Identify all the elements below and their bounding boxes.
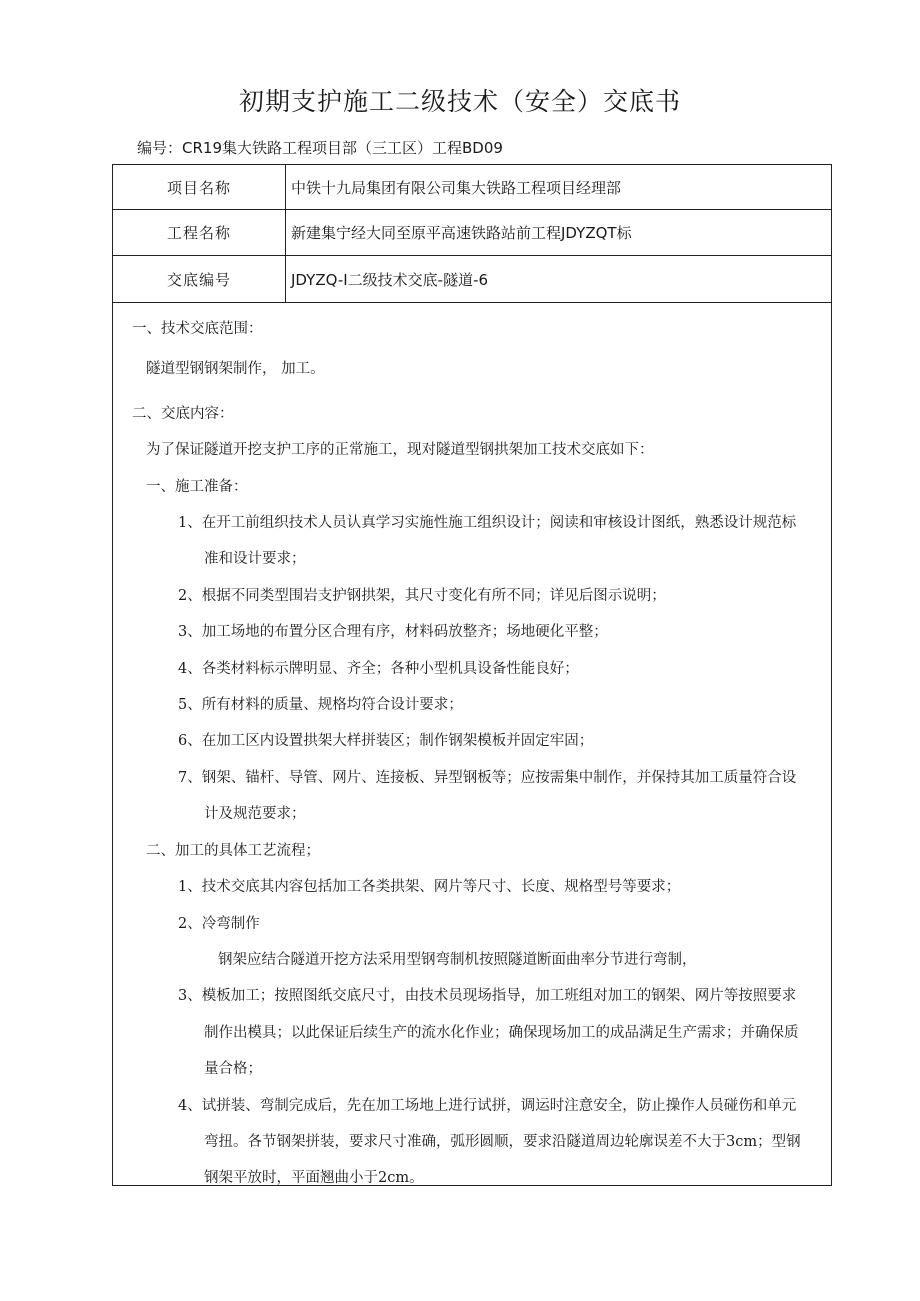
body-line: 隧道型钢钢架制作， 加工。 (146, 361, 325, 377)
disclosure-number-value: JDYZQ-I二级技术交底-隧道-6 (291, 270, 489, 289)
info-row-disclosure-number (113, 256, 831, 303)
disclosure-number-label: 交底编号 (113, 256, 286, 302)
document-title: 初期支护施工二级技术（安全）交底书 (238, 87, 681, 116)
list-item-continued: 准和设计要求； (204, 551, 306, 567)
list-item-continued: 弯扭。各节钢架拼装，要求尺寸准确，弧形圆顺，要求沿隧道周边轮廓误差不大于3cm；型钢 (204, 1134, 801, 1150)
list-item: 3、模板加工；按照图纸交底尺寸，由技术员现场指导，加工班组对加工的钢架、网片等按照要求 (178, 988, 797, 1004)
body-line: 为了保证隧道开挖支护工序的正常施工，现对隧道型钢拱架加工技术交底如下： (146, 442, 654, 458)
list-item-continued: 量合格； (204, 1061, 262, 1077)
section-heading: 二、交底内容： (132, 406, 234, 422)
document-number: 编号：CR19集大铁路工程项目部（三工区）工程BD09 (137, 139, 503, 157)
list-item: 4、试拼装、弯制完成后，先在加工场地上进行试拼，调运时注意安全，防止操作人员碰伤和单元 (178, 1098, 797, 1114)
body-line: 钢架应结合隧道开挖方法采用型钢弯制机按照隧道断面曲率分节进行弯制， (218, 952, 697, 968)
info-row-engineering-name (113, 210, 831, 256)
section-heading: 二、加工的具体工艺流程； (146, 843, 320, 859)
list-item: 2、冷弯制作 (178, 916, 260, 932)
list-item: 1、技术交底其内容包括加工各类拱架、网片等尺寸、长度、规格型号等要求； (178, 879, 681, 895)
project-name-value: 中铁十九局集团有限公司集大铁路工程项目经理部 (291, 178, 622, 197)
list-item: 6、在加工区内设置拱架大样拼装区；制作钢架模板并固定牢固； (178, 733, 594, 749)
list-item: 2、根据不同类型围岩支护钢拱架，其尺寸变化有所不同；详见后图示说明； (178, 588, 666, 604)
disclosure-form (112, 164, 832, 1186)
project-name-label: 项目名称 (113, 165, 286, 209)
list-item-continued: 计及规范要求； (204, 806, 306, 822)
info-row-project-name (113, 165, 831, 210)
list-item-continued: 钢架平放时，平面翘曲小于2cm。 (204, 1170, 424, 1186)
section-heading: 一、技术交底范围： (132, 321, 263, 337)
list-item-continued: 制作出模具；以此保证后续生产的流水化作业；确保现场加工的成品满足生产需求；并确保质 (204, 1025, 799, 1041)
engineering-name-label: 工程名称 (113, 210, 286, 255)
section-heading: 一、施工准备： (146, 479, 248, 495)
list-item: 7、钢架、锚杆、导管、网片、连接板、异型钢板等；应按需集中制作，并保持其加工质量符合设 (178, 770, 797, 786)
list-item: 1、在开工前组织技术人员认真学习实施性施工组织设计；阅读和审核设计图纸，熟悉设计规范标 (178, 515, 797, 531)
list-item: 4、各类材料标示牌明显、齐全；各种小型机具设备性能良好； (178, 661, 579, 677)
list-item: 3、加工场地的布置分区合理有序，材料码放整齐；场地硬化平整； (178, 624, 608, 640)
engineering-name-value: 新建集宁经大同至原平高速铁路站前工程JDYZQT标 (291, 224, 632, 242)
list-item: 5、所有材料的质量、规格均符合设计要求； (178, 697, 463, 713)
